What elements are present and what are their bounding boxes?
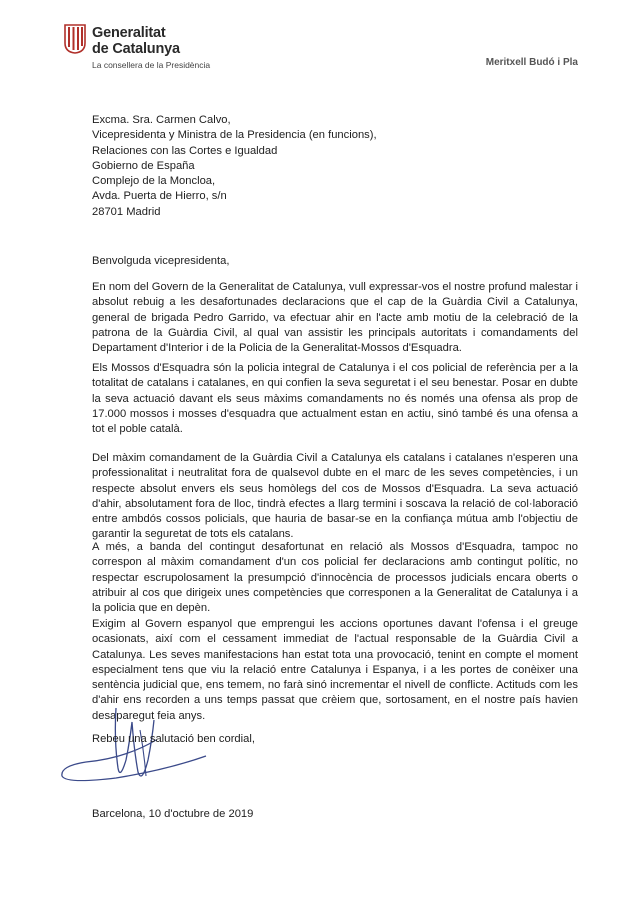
body-paragraph: Els Mossos d'Esquadra són la policia integral de Catalunya i el cos policial de referència per a la totalitat de catalans i catalanes, en qui confien la seva seguretat i el seu benestar. Posar en dubte la seva actuació davant els seus màxims comandaments no és només una ofensa als prop de 17.000 mossos i mosses d'esquadra que actualment estan en actiu, sinó també és una ofensa a tot el poble català. [92, 362, 578, 436]
address-line: Avda. Puerta de Hierro, s/n [92, 190, 227, 203]
recipient-address [92, 113, 377, 220]
generalitat-logo [64, 24, 86, 54]
address-line: Vicepresidenta y Ministra de la Presidencia (en funcions), [92, 129, 377, 142]
body-paragraph: En nom del Govern de la Generalitat de Catalunya, vull expressar-vos el nostre profund malestar i absolut rebuig a les desafortunades declaracions que el cap de la Guàrdia Civil a Catalunya, general de brigada Pedro Garrido, va efectuar ahir en l'acte amb motiu de la celebració de la patrona de la Guàrdia Civil, al qual van assistir les principals autoritats i comandaments del Departament d'Interior i de la Policia de la Generalitat-Mossos d'Esquadra. [92, 281, 578, 355]
address-line: Excma. Sra. Carmen Calvo, [92, 114, 231, 126]
address-line: Gobierno de España [92, 159, 195, 172]
closing-line: Rebeu una salutació ben cordial, [92, 733, 255, 745]
body-paragraph: Exigim al Govern espanyol que emprengui les accions oportunes davant l'ofensa i el greuge ocasionats, així com el cessament immediat de l'actual responsable de la Guàrdia Civil a Catalunya. Les seves manifestacions han estat tota una provocació, tenint en compte el moment especialment tens que viu la relació entre Catalunya i Espanya, i a les portes de conèixer una sentència judicial que, ens temem, no farà sinó incrementar el nivell de conflicte. Actituds com les d'ahir ens recorden a uns temps passat que crèiem que, sortosament, en el nostre país havien desaparegut feia anys. [92, 618, 578, 722]
sender-name: Meritxell Budó i Pla [485, 57, 578, 68]
org-name-line1: Generalitat [92, 25, 166, 41]
salutation: Benvolguda vicepresidenta, [92, 255, 230, 267]
address-line: Complejo de la Moncloa, [92, 175, 216, 188]
address-line: Relaciones con las Cortes e Igualdad [92, 144, 278, 157]
place-and-date: Barcelona, 10 d'octubre de 2019 [92, 808, 254, 820]
body-paragraph: Del màxim comandament de la Guàrdia Civil a Catalunya els catalans i catalanes n'esperen una professionalitat i neutralitat fora de qualsevol dubte en el marc de les seves competències, i un respecte absolut envers els seus homòlegs del cos de Mossos d'Esquadra. La seva actuació d'ahir, absolutament fora de lloc, tindrà efectes a llarg termini i soscava la relació de col·laboració entre ambdós cossos policials, que hauria de basar-se en la confiança mútua amb l'objectiu de garantir la seguretat de tots els catalans. [92, 452, 578, 541]
address-line: 28701 Madrid [92, 205, 161, 218]
org-name-line2: de Catalunya [92, 41, 180, 57]
handwritten-signature [56, 700, 216, 790]
body-paragraph: A més, a banda del contingut desafortunat en relació als Mossos d'Esquadra, tampoc no correspon al màxim comandament d'un cos policial fer declaracions amb contingut polític, no respectar escrupolosament la presumpció d'innocència de processos judicials encara oberts o atribuir al cos que dirigeix unes competències que corresponen a la Generalitat de Catalunya i a la policia que en depèn. [92, 541, 578, 615]
department-name: La consellera de la Presidència [92, 60, 211, 70]
